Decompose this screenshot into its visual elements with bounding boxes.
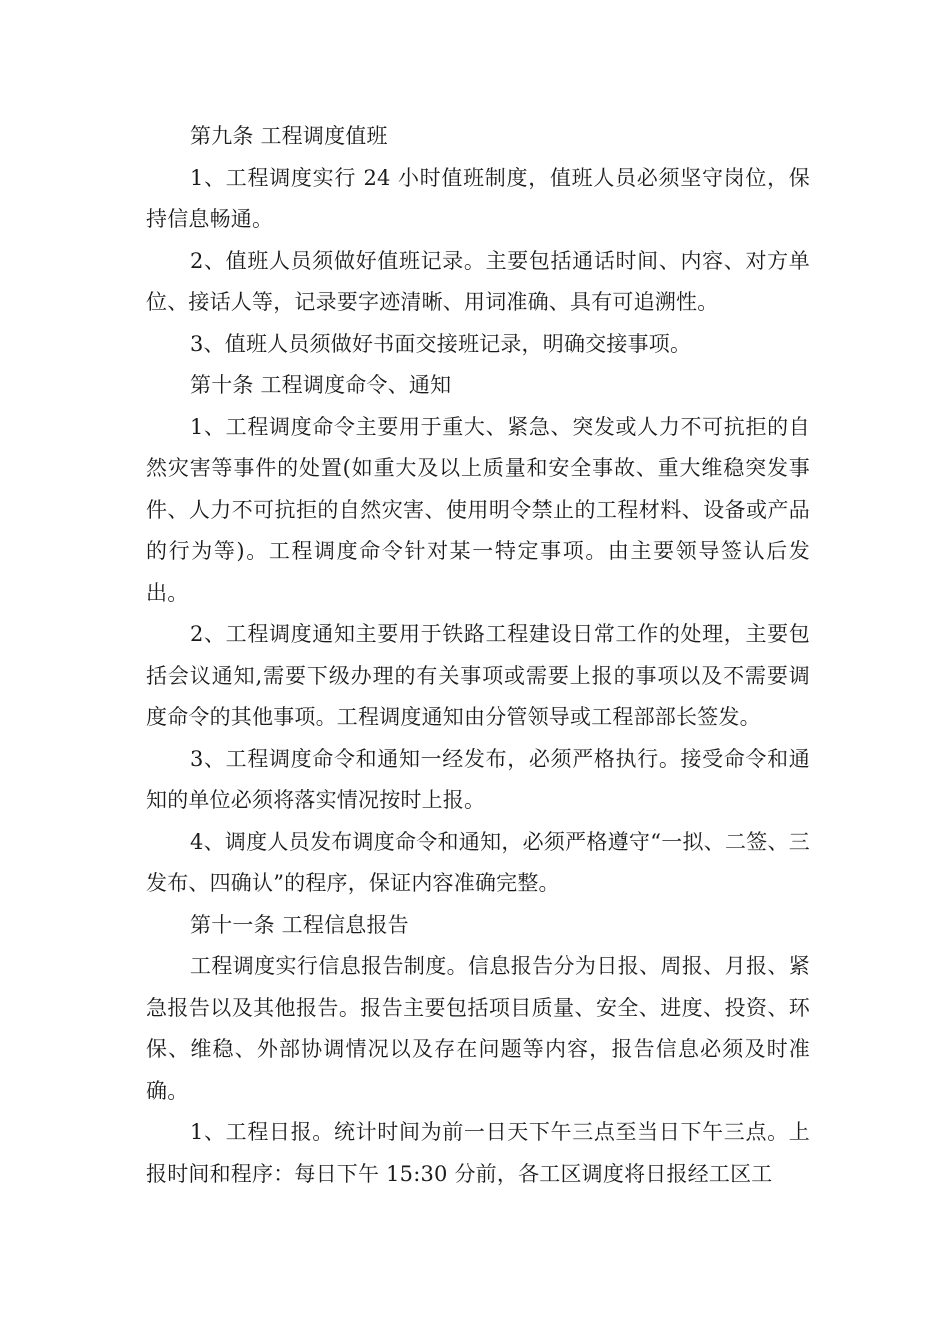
paragraph: 1、工程日报。统计时间为前一日天下午三点至当日下午三点。上报时间和程序：每日下午 15:30 分前，各工区调度将日报经工区工 [146, 1120, 810, 1186]
article-heading-11: 第十一条 工程信息报告 [190, 912, 409, 937]
article-heading-9: 第九条 工程调度值班 [190, 124, 388, 148]
paragraph: 4、调度人员发布调度命令和通知，必须严格遵守“一拟、二签、三发布、四确认”的程序，保证内容准确完整。 [146, 829, 810, 895]
paragraph: 2、值班人员须做好值班记录。主要包括通话时间、内容、对方单位、接话人等，记录要字迹清晰、用词准确、具有可追溯性。 [146, 248, 810, 314]
paragraph: 3、工程调度命令和通知一经发布，必须严格执行。接受命令和通知的单位必须将落实情况按时上报。 [146, 746, 810, 812]
paragraph: 工程调度实行信息报告制度。信息报告分为日报、周报、月报、紧急报告以及其他报告。报告主要包括项目质量、安全、进度、投资、环保、维稳、外部协调情况以及存在问题等内容，报告信息必须及时准确。 [146, 954, 810, 1103]
paragraph: 1、工程调度命令主要用于重大、紧急、突发或人力不可抗拒的自然灾害等事件的处置(如重大及以上质量和安全事故、重大维稳突发事件、人力不可抗拒的自然灾害、使用明令禁止的工程材料、设备或产品的行为等)。工程调度命令针对某一特定事项。由主要领导签认后发出。 [146, 414, 810, 605]
paragraph: 3、值班人员须做好书面交接班记录，明确交接事项。 [190, 331, 692, 356]
article-heading-10: 第十条 工程调度命令、通知 [190, 373, 452, 397]
document-body [146, 116, 810, 1195]
paragraph: 2、工程调度通知主要用于铁路工程建设日常工作的处理，主要包括会议通知,需要下级办理的有关事项或需要上报的事项以及不需要调度命令的其他事项。工程调度通知由分管领导或工程部部长签发。 [146, 622, 810, 729]
paragraph: 1、工程调度实行 24 小时值班制度，值班人员必须坚守岗位，保持信息畅通。 [146, 165, 810, 231]
